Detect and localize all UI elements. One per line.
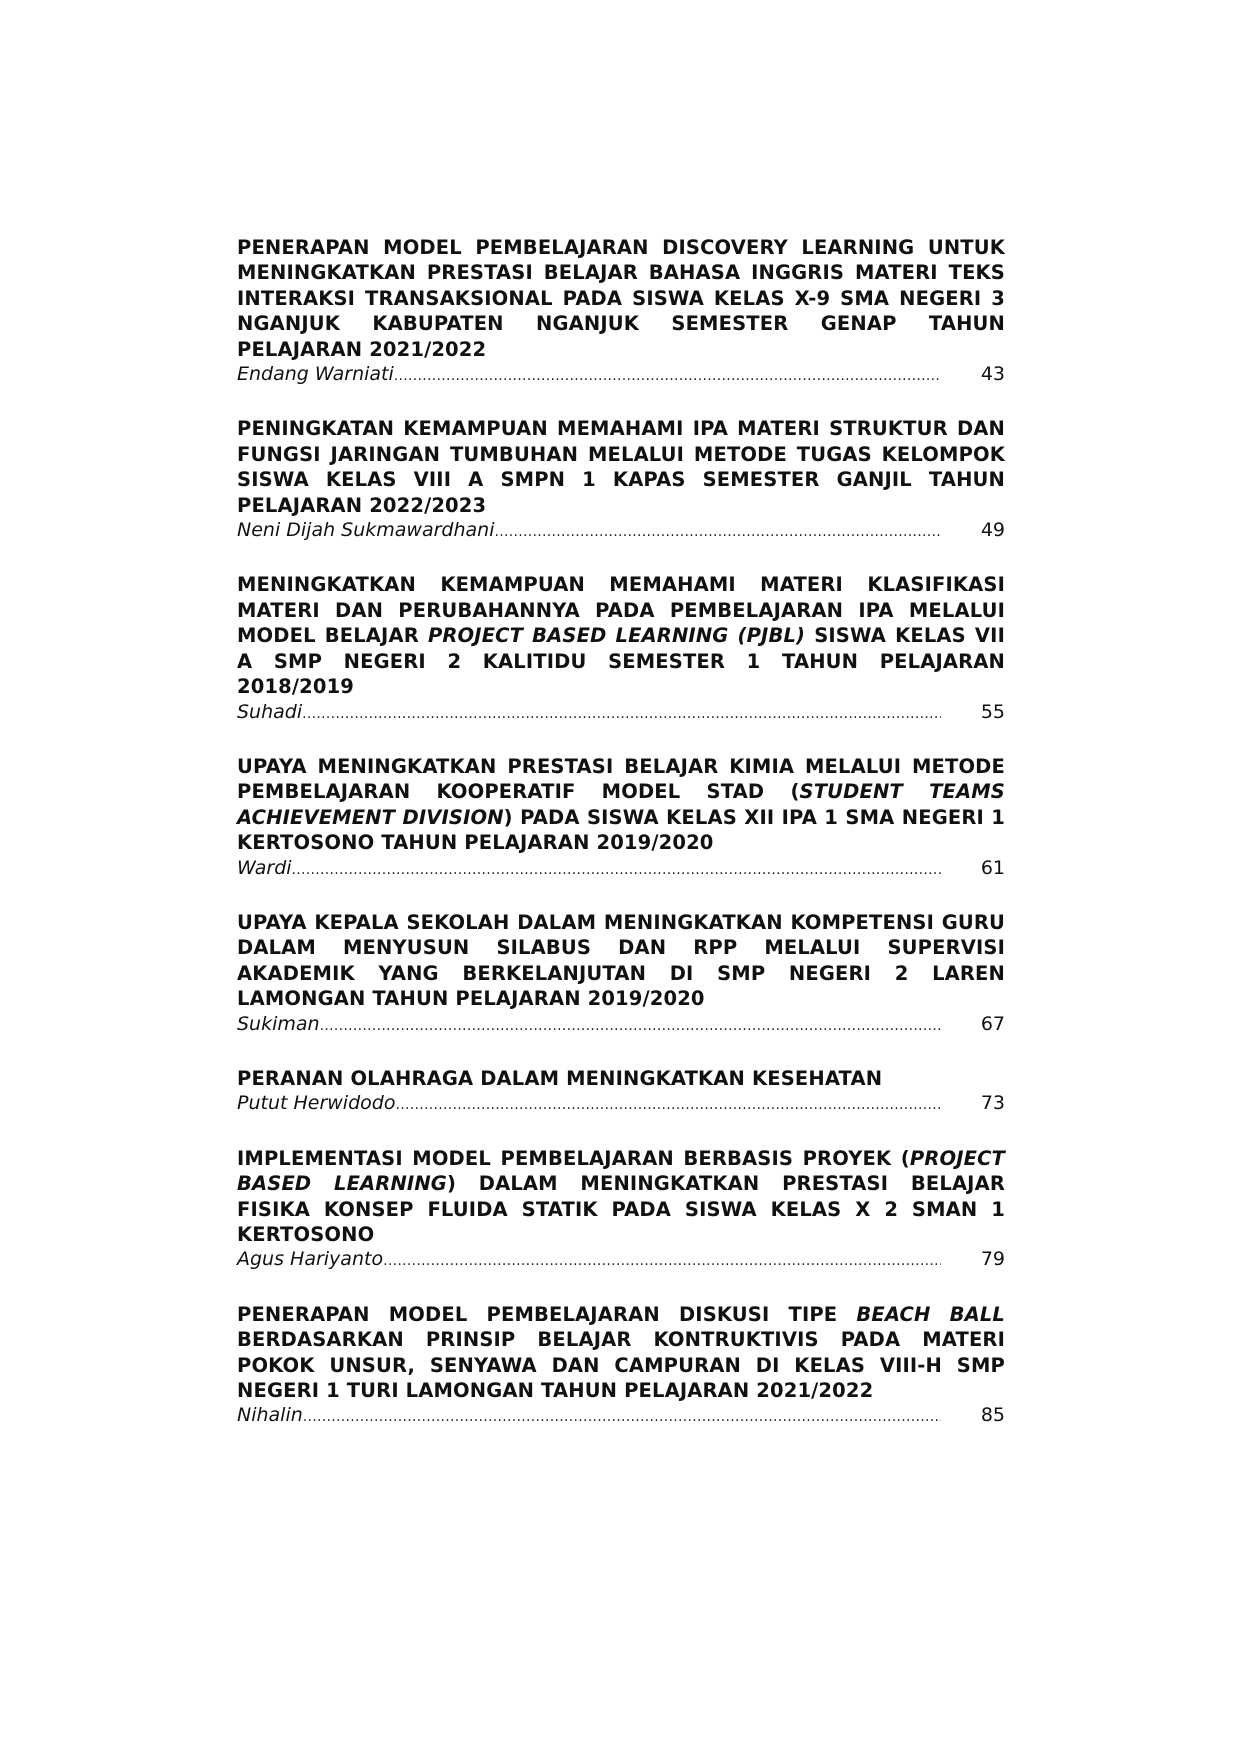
toc-entry[interactable] (237, 1146, 1005, 1275)
author-name: Wardi (237, 856, 292, 879)
author-line (237, 362, 1005, 389)
dot-leader (292, 858, 941, 883)
dot-leader (495, 520, 942, 545)
author-name: Neni Dijah Sukmawardhani (237, 519, 495, 542)
toc-entry[interactable] (237, 1066, 1005, 1119)
italic-term: PROJECT BASED LEARNING (PJBL) (427, 624, 806, 648)
page-number: 43 (980, 363, 1005, 386)
author-line (237, 1403, 1005, 1430)
dot-leader (303, 1405, 941, 1430)
article-title: IMPLEMENTASI MODEL PEMBELAJARAN BERBASIS PROYEK (PROJECT BASED LEARNING) DALAM MENINGKATKAN PRESTASI BELAJAR FISIKA KONSEP FLUIDA STATIK PADA SISWA KELAS X 2 SMAN 1 KERTOSONO (237, 1146, 1005, 1246)
page-number: 49 (980, 519, 1005, 542)
italic-term: STUDENT TEAMS ACHIEVEMENT DIVISION (237, 780, 1005, 829)
italic-term: BEACH BALL (856, 1302, 1005, 1326)
dot-leader (394, 364, 941, 389)
dot-leader (395, 1093, 941, 1118)
author-name: Agus Hariyanto (237, 1248, 384, 1271)
author-line (237, 518, 1005, 545)
toc-entry[interactable] (237, 416, 1005, 545)
table-of-contents (237, 235, 1005, 1431)
article-title: UPAYA KEPALA SEKOLAH DALAM MENINGKATKAN KOMPETENSI GURU DALAM MENYUSUN SILABUS DAN RPP MELALUI SUPERVISI AKADEMIK YANG BERKELANJUTAN DI SMP NEGERI 2 LAREN LAMONGAN TAHUN PELAJARAN 2019/2020 (237, 910, 1005, 1011)
author-name: Sukiman (237, 1012, 320, 1035)
dot-leader (302, 702, 941, 727)
page-number: 79 (980, 1248, 1005, 1271)
toc-entry[interactable] (237, 1302, 1005, 1431)
dot-leader (320, 1014, 941, 1039)
author-line (237, 856, 1005, 883)
page-number: 85 (980, 1404, 1005, 1427)
author-name: Putut Herwidodo (237, 1092, 396, 1115)
toc-entry[interactable] (237, 235, 1005, 389)
toc-entry[interactable] (237, 754, 1005, 883)
dot-leader (383, 1249, 941, 1274)
article-title: MENINGKATKAN KEMAMPUAN MEMAHAMI MATERI KLASIFIKASI MATERI DAN PERUBAHANNYA PADA PEMBELAJARAN IPA MELALUI MODEL BELAJAR PROJECT BASED LEARNING (PJBL) SISWA KELAS VII A SMP NEGERI 2 KALITIDU SEMESTER 1 TAHUN PELAJARAN 2018/2019 (237, 573, 1005, 699)
italic-term: PROJECT BASED LEARNING (237, 1146, 1005, 1196)
author-line (237, 1012, 1005, 1039)
author-name: Endang Warniati (237, 363, 394, 386)
article-title: PENERAPAN MODEL PEMBELAJARAN DISKUSI TIPE BEACH BALL BERDASARKAN PRINSIP BELAJAR KONTRUKTIVIS PADA MATERI POKOK UNSUR, SENYAWA DAN CAMPURAN DI KELAS VIII-H SMP NEGERI 1 TURI LAMONGAN TAHUN PELAJARAN 2021/2022 (237, 1302, 1005, 1403)
article-title: PENINGKATAN KEMAMPUAN MEMAHAMI IPA MATERI STRUKTUR DAN FUNGSI JARINGAN TUMBUHAN MELALUI METODE TUGAS KELOMPOK SISWA KELAS VIII A SMPN 1 KAPAS SEMESTER GANJIL TAHUN PELAJARAN 2022/2023 (237, 417, 1005, 517)
article-title: UPAYA MENINGKATKAN PRESTASI BELAJAR KIMIA MELALUI METODE PEMBELAJARAN KOOPERATIF MODEL STAD (STUDENT TEAMS ACHIEVEMENT DIVISION) PADA SISWA KELAS XII IPA 1 SMA NEGERI 1 KERTOSONO TAHUN PELAJARAN 2019/2020 (237, 754, 1005, 855)
page-number: 61 (980, 856, 1005, 879)
author-line (237, 1091, 1005, 1118)
author-line (237, 1247, 1005, 1274)
page-number: 73 (980, 1092, 1005, 1115)
toc-entry[interactable] (237, 910, 1005, 1039)
page-number: 67 (980, 1012, 1005, 1035)
article-title: PENERAPAN MODEL PEMBELAJARAN DISCOVERY LEARNING UNTUK MENINGKATKAN PRESTASI BELAJAR BAHASA INGGRIS MATERI TEKS INTERAKSI TRANSAKSIONAL PADA SISWA KELAS X-9 SMA NEGERI 3 NGANJUK KABUPATEN NGANJUK SEMESTER GENAP TAHUN PELAJARAN 2021/2022 (237, 236, 1005, 361)
toc-entry[interactable] (237, 572, 1005, 726)
article-title: PERANAN OLAHRAGA DALAM MENINGKATKAN KESEHATAN (237, 1066, 883, 1090)
author-line (237, 700, 1005, 727)
author-name: Nihalin (237, 1404, 303, 1427)
author-name: Suhadi (237, 700, 303, 723)
page-number: 55 (980, 700, 1005, 723)
